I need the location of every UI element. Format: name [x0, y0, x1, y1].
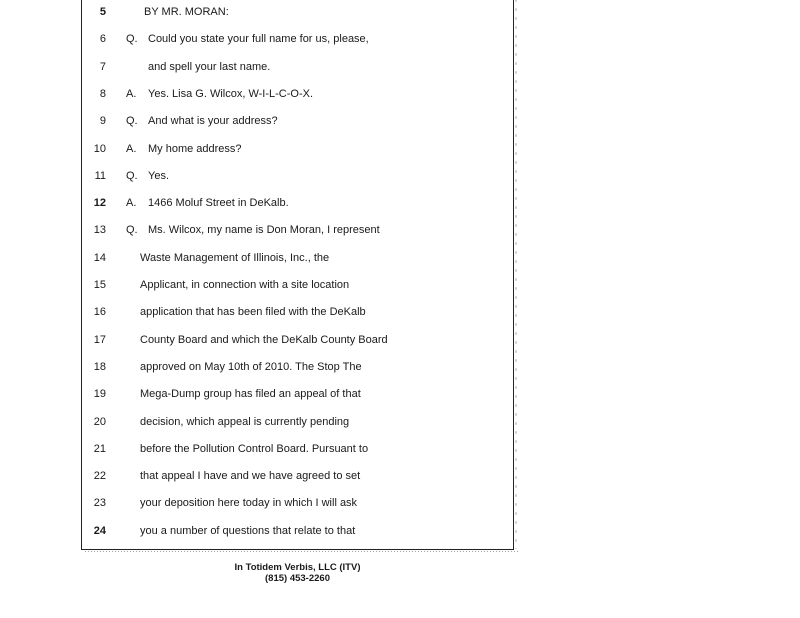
qa-marker: A.: [126, 197, 137, 210]
line-number: 24: [93, 524, 106, 537]
line-number: 22: [93, 470, 106, 483]
transcript-line: [82, 495, 502, 511]
transcript-line: [82, 332, 502, 348]
footer-phone: (815) 453-2260: [265, 573, 330, 584]
transcript-line: [82, 250, 502, 266]
transcript-line: [82, 31, 502, 47]
line-number: 23: [93, 497, 106, 510]
line-number: 14: [93, 251, 106, 264]
line-number: 9: [99, 115, 106, 128]
transcript-line: [82, 523, 502, 539]
transcript-line: [82, 277, 502, 293]
transcript-line: [82, 414, 502, 430]
transcript-line: [82, 141, 502, 157]
transcript-line: [82, 4, 502, 20]
line-text: Yes. Lisa G. Wilcox, W-I-L-C-O-X.: [148, 87, 314, 100]
line-text: you a number of questions that relate to that: [140, 524, 356, 537]
transcript-line: [82, 222, 502, 238]
line-text: BY MR. MORAN:: [144, 6, 229, 18]
line-text: 1466 Moluf Street in DeKalb.: [148, 197, 289, 210]
line-number: 20: [93, 415, 106, 428]
line-text: approved on May 10th of 2010. The Stop The: [140, 360, 362, 373]
transcript-line: [82, 468, 502, 484]
transcript-page: [81, 0, 514, 550]
line-number: 10: [93, 142, 106, 155]
transcript-line: [82, 386, 502, 402]
line-text: And what is your address?: [148, 115, 278, 128]
line-number: 19: [93, 388, 106, 401]
footer-company: In Totidem Verbis, LLC (ITV): [234, 562, 361, 573]
line-number: 5: [99, 6, 106, 18]
line-number: 17: [93, 333, 106, 346]
line-text: Ms. Wilcox, my name is Don Moran, I represent: [148, 224, 380, 237]
line-text: decision, which appeal is currently pending: [140, 415, 350, 428]
line-text: Could you state your full name for us, please,: [148, 33, 369, 46]
qa-marker: A.: [126, 142, 137, 155]
line-text: Mega-Dump group has filed an appeal of that: [140, 388, 361, 401]
line-text: and spell your last name.: [148, 60, 271, 73]
transcript-line: [82, 86, 502, 102]
transcript-line: [82, 195, 502, 211]
transcript-line: [82, 113, 502, 129]
line-text: County Board and which the DeKalb County Board: [140, 333, 388, 346]
line-number: 13: [93, 224, 106, 237]
qa-marker: A.: [126, 87, 137, 100]
line-text: your deposition here today in which I will ask: [140, 497, 358, 510]
line-number: 12: [93, 197, 106, 210]
line-number: 21: [93, 442, 106, 455]
line-text: application that has been filed with the DeKalb: [140, 306, 366, 319]
line-number: 15: [93, 279, 106, 291]
page-scan-edge: [84, 550, 518, 554]
transcript-line: [82, 441, 502, 457]
transcript-line: [82, 304, 502, 320]
line-text: that appeal I have and we have agreed to set: [140, 470, 361, 483]
qa-marker: Q.: [126, 115, 138, 128]
qa-marker: Q.: [126, 224, 138, 237]
qa-marker: Q.: [126, 169, 138, 182]
line-number: 6: [99, 33, 106, 46]
transcript-line: [82, 59, 502, 75]
line-number: 7: [99, 60, 106, 73]
line-text: Waste Management of Illinois, Inc., the: [140, 251, 330, 264]
line-number: 16: [93, 306, 106, 319]
line-number: 18: [93, 360, 106, 373]
line-text: before the Pollution Control Board. Pursuant to: [140, 442, 369, 455]
line-text: Applicant, in connection with a site location: [140, 279, 350, 291]
line-number: 8: [99, 87, 106, 100]
line-number: 11: [94, 169, 106, 182]
qa-marker: Q.: [126, 33, 138, 46]
line-text: My home address?: [148, 142, 242, 155]
transcript-line: [82, 168, 502, 184]
line-text: Yes.: [148, 169, 170, 182]
transcript-line: [82, 359, 502, 375]
